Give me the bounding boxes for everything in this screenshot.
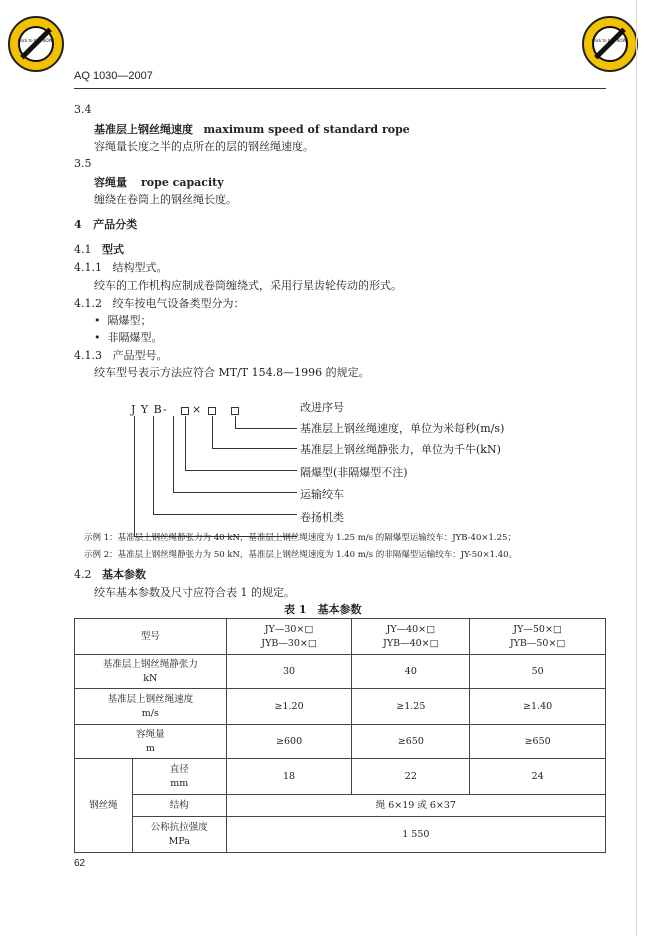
header-rule [74,88,606,89]
value-cell: ≥1.25 [352,689,470,725]
leader-line [235,416,236,428]
leader-line [173,492,297,493]
model-cell [352,619,470,655]
list-item [94,312,152,328]
value-cell: ≥1.20 [226,689,352,725]
clause-number: 4.2 [74,568,92,581]
diagram-label: 基准层上钢丝绳静张力，单位为千牛(kN) [300,443,501,456]
model-jy: JY—30×□ [264,623,314,635]
bullet-icon: • [94,331,101,344]
placeholder-box [231,407,239,415]
model-cell [470,619,606,655]
row-unit: m [145,742,155,754]
row-label-text: 容绳量 [136,728,165,740]
value-cell: 24 [470,759,606,795]
section-title: 产品分类 [93,218,138,231]
placeholder-box [181,407,189,415]
clause-number: 4.1.1 [74,261,102,274]
basic-parameters-table [74,618,606,853]
value-cell: 40 [352,655,470,689]
clause-title: 产品型号。 [112,349,168,362]
row-label [75,655,227,689]
standard-code: AQ 1030—2007 [74,70,153,82]
leader-line [212,416,213,448]
value-cell: ≥650 [352,725,470,759]
model-jy: JY—40×□ [386,623,436,635]
row-unit: m/s [141,707,159,719]
clause-4-1-1-text: 绞车的工作机构应制成卷筒缠绕式，采用行星齿轮传动的形式。 [94,279,402,292]
clause-title: 型式 [102,243,124,256]
model-jyb: JYB—50×□ [509,637,566,649]
badge-label: Click to buy NOW! [591,38,629,43]
clause-4-1-2-heading [74,295,245,311]
clause-3-4-term [94,121,410,137]
model-code-letters: J Y B- [131,403,168,416]
value-cell: ≥650 [470,725,606,759]
row-label-text: 直径 [169,763,189,775]
list-item-text: 隔爆型； [107,314,152,327]
table-row [75,817,606,853]
model-code-times: × [192,403,202,416]
clause-title: 绞车按电气设备类型分为： [112,297,245,310]
clause-number: 4.1 [74,243,92,256]
clause-3-5-number: 3.5 [74,157,92,170]
diagram-label: 改进序号 [300,401,344,414]
value-cell: 30 [226,655,352,689]
model-cell [226,619,352,655]
clause-3-4-number: 3.4 [74,103,92,116]
list-item [94,329,163,345]
term-zh: 容绳量 [94,176,127,189]
table-row [75,759,606,795]
table-caption: 表 1 基本参数 [284,603,362,616]
term-en: maximum speed of standard rope [203,123,410,136]
badge-label: Click to buy NOW! [17,38,55,43]
table-row [75,655,606,689]
clause-title: 结构型式。 [112,261,168,274]
clause-4-2-text: 绞车基本参数及尺寸应符合表 1 的规定。 [94,586,295,599]
example-2: 示例 2：基准层上钢丝绳静张力为 50 kN，基准层上钢丝绳速度为 1.40 m/s 的非隔爆型运输绞车：JY-50×1.40。 [84,550,518,560]
clause-4-2-heading [74,566,146,582]
value-cell: 1 550 [226,817,605,853]
clause-3-5-term [94,174,224,190]
section-4-heading [74,216,137,232]
value-cell: ≥600 [226,725,352,759]
table-row [75,619,606,655]
diagram-label: 基准层上钢丝绳速度，单位为米每秒(m/s) [300,422,505,435]
diagram-label: 隔爆型(非隔爆型不注) [300,466,408,479]
leader-line [134,416,135,536]
row-label [75,725,227,759]
page-edge-shadow [636,0,637,936]
leader-line [153,514,297,515]
model-jy: JY—50×□ [513,623,562,635]
placeholder-box [208,407,216,415]
row-label-text: 基准层上钢丝绳速度 [107,693,194,705]
row-label-text: 公称抗拉强度 [150,821,208,833]
table-row [75,689,606,725]
diagram-label: 运输绞车 [300,488,344,501]
pdf-xchange-badge-left[interactable] [8,16,64,72]
header-model: 型号 [75,619,227,655]
row-label [132,759,226,795]
leader-line [185,470,297,471]
clause-4-1-1-heading [74,259,168,275]
leader-line [235,428,297,429]
section-number: 4 [74,218,82,231]
term-zh: 基准层上钢丝绳速度 [94,123,193,136]
row-unit: kN [143,672,158,684]
value-cell: 18 [226,759,352,795]
value-cell: ≥1.40 [470,689,606,725]
leader-line [173,416,174,492]
value-cell: 绳 6×19 或 6×37 [226,795,605,817]
rope-group-label: 钢丝绳 [75,759,133,853]
row-unit: MPa [168,835,190,847]
clause-title: 基本参数 [102,568,146,581]
model-jyb: JYB—30×□ [261,637,317,649]
value-cell: 50 [470,655,606,689]
row-unit: mm [170,777,189,789]
leader-line [153,416,154,514]
clause-3-5-definition: 缠绕在卷筒上的钢丝绳长度。 [94,193,237,206]
leader-line [185,416,186,470]
table-row [75,725,606,759]
leader-line [212,448,297,449]
row-label [132,817,226,853]
table-row [75,795,606,817]
clause-4-1-3-text: 绞车型号表示方法应符合 MT/T 154.8—1996 的规定。 [94,366,370,379]
row-label: 结构 [132,795,226,817]
diagram-label: 卷扬机类 [300,511,344,524]
page-number: 62 [74,858,86,869]
list-item-text: 非隔爆型。 [107,331,163,344]
clause-number: 4.1.3 [74,349,102,362]
term-en: rope capacity [141,176,224,189]
pdf-xchange-badge-right[interactable] [582,16,638,72]
model-jyb: JYB—40×□ [383,637,439,649]
row-label [75,689,227,725]
row-label-text: 基准层上钢丝绳静张力 [102,658,198,670]
clause-3-4-definition: 容绳量长度之半的点所在的层的钢丝绳速度。 [94,140,314,153]
clause-number: 4.1.2 [74,297,102,310]
clause-4-1-3-heading [74,347,168,363]
example-1: 示例 1：基准层上钢丝绳静张力为 40 kN，基准层上钢丝绳速度为 1.25 m/s 的隔爆型运输绞车：JYB-40×1.25； [84,533,516,543]
bullet-icon: • [94,314,101,327]
value-cell: 22 [352,759,470,795]
clause-4-1-heading [74,241,124,257]
